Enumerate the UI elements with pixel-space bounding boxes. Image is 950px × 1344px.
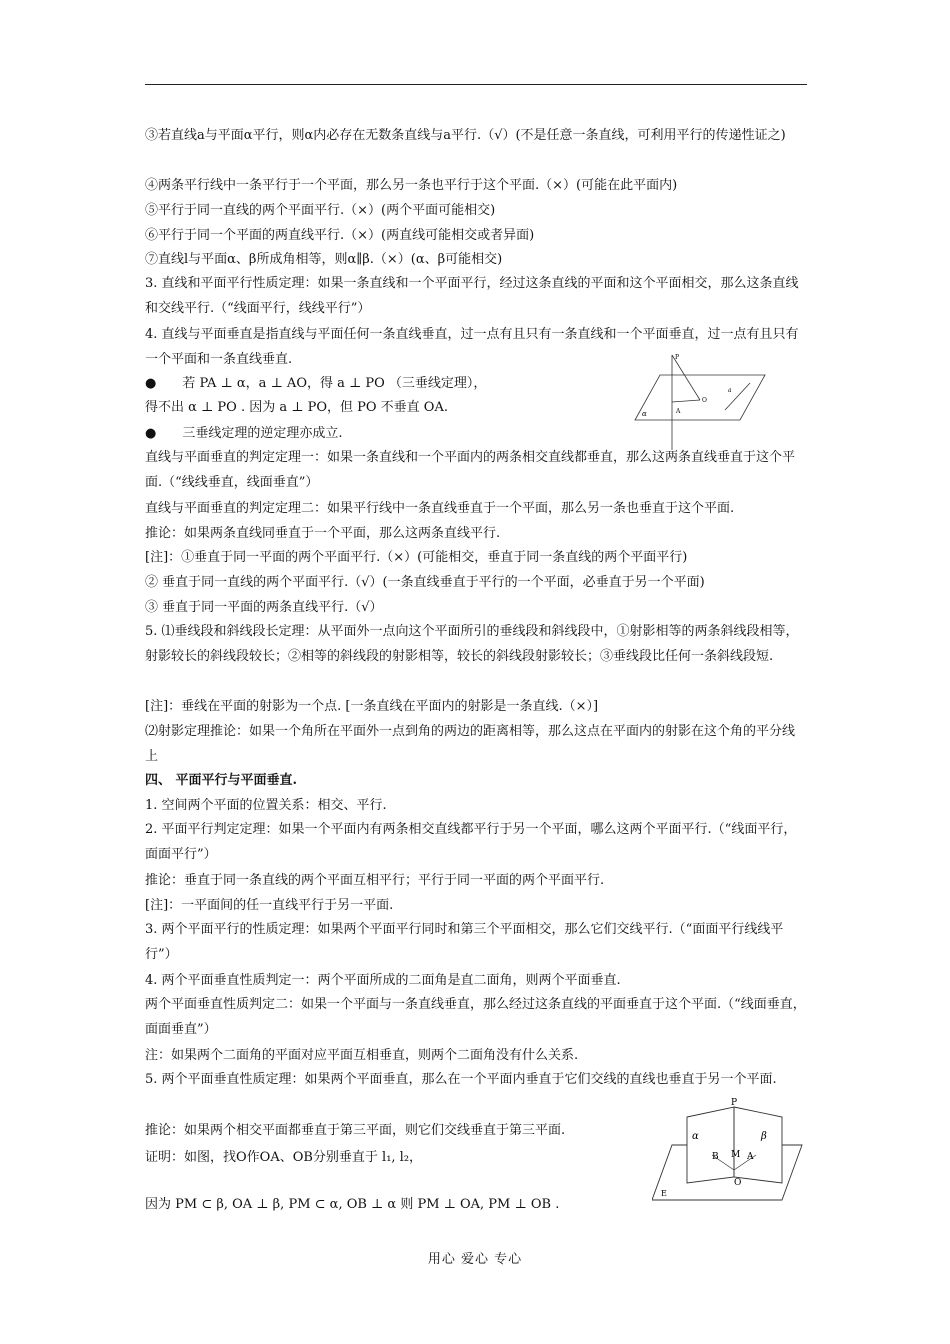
corollary-1: 推论：如果两条直线同垂直于一个平面，那么这两条直线平行. [145, 526, 501, 541]
proof-line-1: 证明：如图，找O作OA、OB分别垂直于 l₁, l₂， [145, 1150, 423, 1165]
fig1-label-A: A [676, 408, 681, 415]
note-1: [注]：①垂直于同一平面的两个平面平行.（×）(可能相交，垂直于同一条直线的两个平面平行) [145, 550, 688, 565]
corollary-3: 推论：如果两个相交平面都垂直于第三平面，则它们交线垂直于第三平面. [145, 1123, 566, 1138]
header-rule [145, 84, 807, 85]
fig1-label-alpha: α [642, 410, 647, 418]
item-6-line: ⑥平行于同一个平面的两直线平行.（×）(两直线可能相交或者异面) [145, 228, 535, 243]
fig2-label-o: O [734, 1178, 742, 1188]
criterion-2: 直线与平面垂直的判定定理二：如果平行线中一条直线垂直于一个平面，那么另一条也垂直于这个平面. [145, 501, 735, 516]
item-4-line: ④两条平行线中一条平行于一个平面，那么另一条也平行于这个平面.（×）(可能在此平面内) [145, 178, 678, 193]
item-5: 5. 两个平面垂直性质定理：如果两个平面垂直，那么在一个平面内垂直于它们交线的直线也垂直于另一个平面. [145, 1072, 777, 1087]
fig1-label-a: a [728, 387, 732, 394]
fig2-label-m: M [731, 1150, 741, 1160]
proof-line-2: 因为 PM ⊂ β, OA ⊥ β, PM ⊂ α, OB ⊥ α 则 PM ⊥ OA, PM ⊥ OB . [145, 1197, 560, 1212]
fig2-label-beta: β [761, 1131, 767, 1142]
item-4-b: 两个平面垂直性质判定二：如果一个平面与一条直线垂直，那么经过这条直线的平面垂直于这个平面.（“线面垂直，面面垂直”） [145, 997, 806, 1037]
theorem-4: 4. 直线与平面垂直是指直线与平面任何一条直线垂直，过一点有且只有一条直线和一个平面垂直，过一点有且只有一个平面和一条直线垂直. [145, 327, 799, 367]
fig2-label-p: P [731, 1098, 738, 1108]
converse-note: ● 三垂线定理的逆定理亦成立. [145, 426, 343, 441]
note-projection: [注]：垂线在平面的射影为一个点. [一条直线在平面内的射影是一条直线.（×）] [145, 699, 599, 714]
footer-slogan: 用心 爱心 专心 [427, 1252, 523, 1267]
fig2-label-e: E [661, 1189, 667, 1198]
note-2: ② 垂直于同一直线的两个平面平行.（√）(一条直线垂直于平行的一个平面，必垂直于另一个平面) [145, 575, 705, 590]
item-1: 1. 空间两个平面的位置关系：相交、平行. [145, 798, 387, 813]
note-3: ③ 垂直于同一平面的两条直线平行.（√） [145, 600, 383, 615]
fig1-label-p: P [675, 354, 680, 361]
fig2-label-alpha: α [692, 1131, 699, 1142]
theorem-5: 5. ⑴垂线段和斜线段长定理：从平面外一点向这个平面所引的垂线段和斜线段中，①射影相等的两条斜线段相等，射影较长的斜线段较长；②相等的斜线段的射影相等，较长的斜线段射影较长；③垂线段比任何一条斜线段短. [145, 624, 799, 664]
section-4-heading: 四、 平面平行与平面垂直. [145, 773, 298, 788]
item-5-line: ⑤平行于同一直线的两个平面平行.（×）(两个平面可能相交) [145, 203, 496, 218]
perpendicular-planes-figure [652, 1095, 812, 1205]
projection-corollary: ⑵射影定理推论：如果一个角所在平面外一点到角的两边的距离相等，那么这点在平面内的射影在这个角的平分线上 [145, 724, 796, 764]
fig2-label-a: A [747, 1152, 754, 1162]
fig2-label-b: B [712, 1152, 719, 1162]
theorem-3: 3. 直线和平面平行性质定理：如果一条直线和一个平面平行，经过这条直线的平面和这个平面相交，那么这条直线和交线平行.（“线面平行，线线平行”） [145, 276, 799, 316]
item-3-line: ③若直线a与平面α平行，则α内必存在无数条直线与a平行.（√）(不是任意一条直线，可利用平行的传递性证之) [145, 128, 786, 143]
corollary-2: 推论：垂直于同一条直线的两个平面互相平行；平行于同一平面的两个平面平行. [145, 873, 605, 888]
item-2: 2. 平面平行判定定理：如果一个平面内有两条相交直线都平行于另一个平面，哪么这两个平面平行.（“线面平行，面面平行”） [145, 822, 797, 862]
item-7-line: ⑦直线l与平面α、β所成角相等，则α∥β.（×）(α、β可能相交) [145, 252, 503, 267]
item-4: 4. 两个平面垂直性质判定一：两个平面所成的二面角是直二面角，则两个平面垂直. [145, 973, 621, 988]
note-4: [注]：一平面间的任一直线平行于另一平面. [145, 898, 394, 913]
item-3: 3. 两个平面平行的性质定理：如果两个平面平行同时和第三个平面相交，那么它们交线平行.（“面面平行线线平行”） [145, 922, 784, 962]
three-perp-line-b: 得不出 α ⊥ PO . 因为 a ⊥ PO，但 PO 不垂直 OA. [145, 400, 448, 415]
three-perp-line-a: ● 若 PA ⊥ α，a ⊥ AO，得 a ⊥ PO （三垂线定理）， [145, 376, 487, 391]
criterion-1: 直线与平面垂直的判定定理一：如果一条直线和一个平面内的两条相交直线都垂直，那么这两条直线垂直于这个平面.（“线线垂直，线面垂直”） [145, 450, 796, 490]
three-perpendiculars-figure [630, 350, 770, 450]
note-5: 注：如果两个二面角的平面对应平面互相垂直，则两个二面角没有什么关系. [145, 1048, 579, 1063]
fig1-label-o: O [702, 397, 707, 404]
